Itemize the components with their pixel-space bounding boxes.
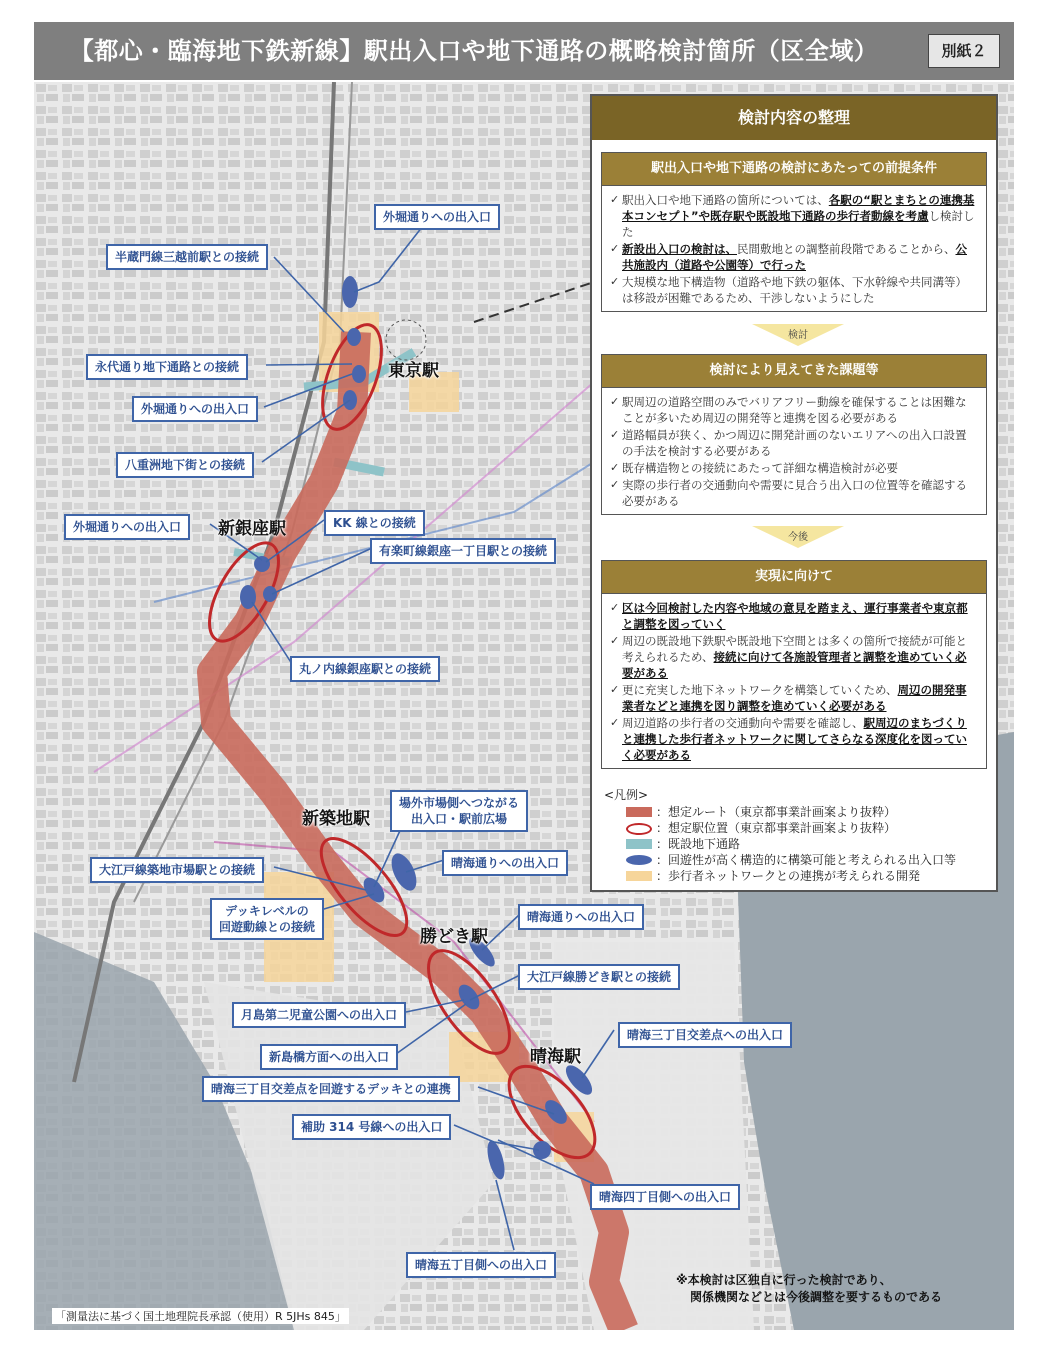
callout-yurakucho: 有楽町線銀座一丁目駅との接続 bbox=[370, 538, 556, 564]
callout-oedo-kachidoki: 大江戸線勝どき駅との接続 bbox=[518, 964, 680, 990]
station-label-tokyo: 東京駅 bbox=[388, 361, 439, 381]
callout-deck-level bbox=[210, 898, 324, 940]
callout-harumi-dori-exit-1: 晴海通りへの出入口 bbox=[442, 850, 568, 876]
route-swatch-icon bbox=[626, 807, 652, 817]
callout-eitai: 永代通り地下通路との接続 bbox=[86, 354, 248, 380]
callout-harumi-dori-exit-2: 晴海通りへの出入口 bbox=[518, 904, 644, 930]
arrow-review: 検討 bbox=[752, 324, 844, 346]
station-label-shinginza: 新銀座駅 bbox=[218, 519, 286, 539]
page-title: 【都心・臨海地下鉄新線】駅出入口や地下通路の概略検討箇所（区全域） bbox=[69, 37, 879, 65]
review-panel bbox=[590, 94, 998, 892]
callout-sotobori-exit-1: 外堀通りへの出入口 bbox=[374, 204, 500, 230]
section-implementation-title: 実現に向けて bbox=[602, 561, 986, 594]
list-item: ✓ 周辺の既設地下鉄駅や既設地下空間とは多くの箇所で接続が可能と考えられるため、接続に向けて各施設管理者と調整を進めていく必要がある bbox=[610, 633, 978, 681]
section-implementation bbox=[601, 560, 987, 769]
callout-yaesu: 八重洲地下街との接続 bbox=[116, 452, 254, 478]
list-item: ✓ 新設出入口の検討は、民間敷地との調整前段階であることから、公共施設内（道路や公園等）で行った bbox=[610, 241, 978, 273]
list-item: ✓ 道路幅員が狭く、かつ周辺に開発計画のないエリアへの出入口設置の手法を検討する必要がある bbox=[610, 427, 978, 459]
callout-jogai-line2: 出入口・駅前広場 bbox=[411, 812, 508, 826]
callout-deck-line1: デッキレベルの bbox=[225, 904, 309, 918]
list-item: ✓ 実際の歩行者の交通動向や需要に見合う出入口の位置等を確認する必要がある bbox=[610, 477, 978, 509]
list-item: ✓ 駅周辺の道路空間のみでバリアフリー動線を確保することは困難なことが多いため周辺の開発等と連携を図る必要がある bbox=[610, 394, 978, 426]
disclaimer-note: ※本検討は区独自に行った検討であり、 関係機関などとは今後調整を要するものである bbox=[676, 1273, 943, 1304]
implementation-list bbox=[602, 594, 986, 768]
list-item: ✓ 駅出入口や地下通路の箇所については、各駅の“駅とまちとの連携基本コンセプト”や既存駅や既設地下通路の歩行者動線を考慮し検討した bbox=[610, 192, 978, 240]
exit-swatch-icon bbox=[626, 855, 652, 865]
callout-harumi4: 晴海四丁目側への出入口 bbox=[590, 1184, 740, 1210]
callout-sotobori-exit-2: 外堀通りへの出入口 bbox=[132, 396, 258, 422]
panel-title: 検討内容の整理 bbox=[592, 96, 996, 140]
list-item: ✓ 周辺道路の歩行者の交通動向や需要を確認し、駅周辺のまちづくりと連携した歩行者ネットワークに関してさらなる深度化を図っていく必要がある bbox=[610, 715, 978, 763]
callout-harumi3-exit: 晴海三丁目交差点への出入口 bbox=[618, 1022, 792, 1048]
list-item: ✓ 大規模な地下構造物（道路や地下鉄の躯体、下水幹線や共同溝等）は移設が困難であるため、干渉しないようにした bbox=[610, 274, 978, 306]
section-issues bbox=[601, 354, 987, 515]
callout-marunouchi: 丸ノ内線銀座駅との接続 bbox=[290, 656, 440, 682]
callout-hanzomon: 半蔵門線三越前駅との接続 bbox=[106, 244, 268, 270]
station-label-kachidoki: 勝どき駅 bbox=[420, 927, 488, 947]
issues-list bbox=[602, 388, 986, 514]
station-label-shintsukiji: 新築地駅 bbox=[302, 809, 370, 829]
passage-swatch-icon bbox=[626, 839, 652, 849]
arrow-future: 今後 bbox=[752, 526, 844, 548]
station-label-harumi: 晴海駅 bbox=[530, 1047, 581, 1067]
callout-deck-line2: 回遊動線との接続 bbox=[219, 920, 316, 934]
callout-jogai-line1: 場外市場側へつながる bbox=[399, 796, 520, 810]
station-swatch-icon bbox=[626, 823, 652, 835]
section-issues-title: 検討により見えてきた課題等 bbox=[602, 355, 986, 388]
preconditions-list bbox=[602, 186, 986, 311]
callout-harumi3-deck: 晴海三丁目交差点を回遊するデッキとの連携 bbox=[202, 1076, 460, 1102]
list-item: ✓ 区は今回検討した内容や地域の意見を踏まえ、運行事業者や東京都と調整を図っていく bbox=[610, 600, 978, 632]
attachment-badge: 別紙２ bbox=[928, 34, 1000, 68]
legend-title: <凡例> bbox=[604, 788, 649, 802]
list-item: ✓ 既存構造物との接続にあたって詳細な構造検討が必要 bbox=[610, 460, 978, 476]
header-bar bbox=[34, 22, 1014, 80]
section-preconditions-title: 駅出入口や地下通路の検討にあたっての前提条件 bbox=[602, 153, 986, 186]
callout-kk-line: KK 線との接続 bbox=[324, 510, 425, 536]
callout-harumi5: 晴海五丁目側への出入口 bbox=[406, 1252, 556, 1278]
callout-hojo314: 補助 314 号線への出入口 bbox=[292, 1114, 451, 1140]
callout-oedo-tsukiji: 大江戸線築地市場駅との接続 bbox=[90, 857, 264, 883]
development-swatch-icon bbox=[626, 871, 652, 881]
section-preconditions bbox=[601, 152, 987, 312]
callout-jogai-market bbox=[390, 790, 528, 832]
survey-credit: 「測量法に基づく国土地理院長承認（使用）R 5JHs 845」 bbox=[52, 1308, 349, 1324]
callout-shinshima: 新島橋方面への出入口 bbox=[260, 1044, 398, 1070]
callout-sotobori-exit-3: 外堀通りへの出入口 bbox=[64, 514, 190, 540]
callout-tsukishima-park: 月島第二児童公園への出入口 bbox=[232, 1002, 406, 1028]
list-item: ✓ 更に充実した地下ネットワークを構築していくため、周辺の開発事業者などと連携を図り調整を進めていく必要がある bbox=[610, 682, 978, 714]
